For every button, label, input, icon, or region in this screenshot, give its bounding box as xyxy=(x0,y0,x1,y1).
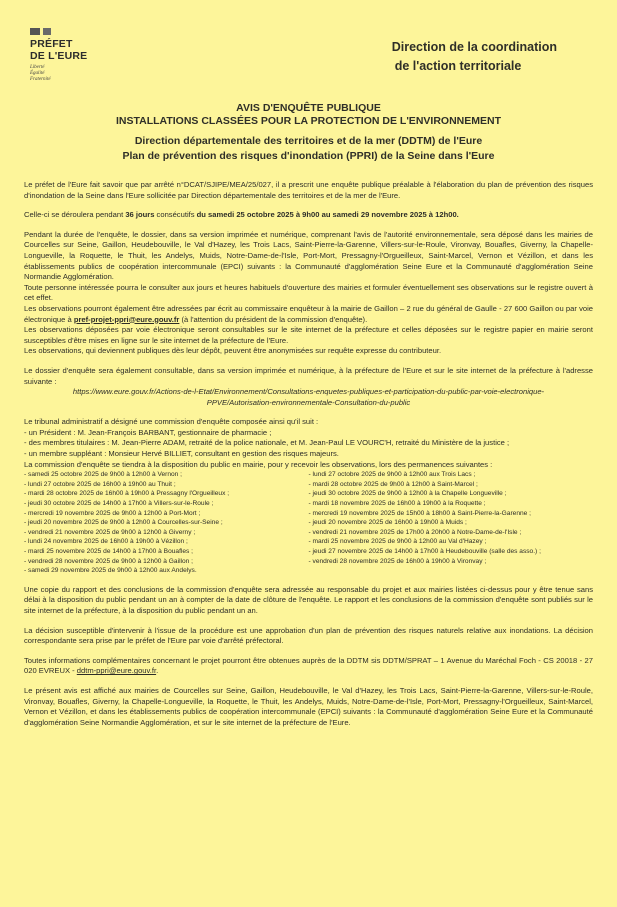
schedule-item: - mercredi 19 novembre 2025 de 15h00 à 18h00 à Saint-Pierre-la-Garenne ; xyxy=(308,509,531,517)
notice-titles xyxy=(0,102,617,164)
logo-line-2: DE L'EURE xyxy=(30,50,88,62)
schedule-item: - vendredi 21 novembre 2025 de 9h00 à 12h00 à Giverny ; xyxy=(24,528,196,536)
observation-email-link[interactable]: pref-projet-ppri@eure.gouv.fr xyxy=(73,314,180,324)
suppleant-line: - un membre suppléant : Monsieur Hervé BILLIET, consultant en gestion des risques majeurs. xyxy=(24,449,339,459)
prefecture-logo xyxy=(30,28,120,83)
tribunal-paragraph: Le tribunal administratif a désigné une commission d'enquête composée ainsi qu'il suit : xyxy=(24,417,319,427)
observations-paragraph xyxy=(24,304,593,325)
permanences-intro: La commission d'enquête se tiendra à la disposition du public en mairie, pour y recevoir les observations, lors des permanences suivantes : xyxy=(24,459,493,469)
duration-dates: du samedi 25 octobre 2025 à 9h00 au samedi 29 novembre 2025 à 12h00. xyxy=(196,210,459,220)
motto-fraternite: Fraternité xyxy=(30,77,51,82)
schedule-item: - lundi 27 octobre 2025 de 16h00 à 19h00 au Thuit ; xyxy=(24,480,176,488)
decision-paragraph: La décision susceptible d'intervenir à l'issue de la procédure est une approbation d'un plan de prévention des risques naturels relative aux inondations. La décision correspondante sera prise par le préfet de l'Eure par voie d'arrêté préfectoral. xyxy=(24,625,593,646)
duration-pre: Celle-ci se déroulera pendant xyxy=(24,210,126,220)
direction-line-2: de l'action territoriale xyxy=(394,59,522,73)
schedule-item: - jeudi 30 octobre 2025 de 9h00 à 12h00 à la Chapelle Longueville ; xyxy=(308,490,507,498)
intro-paragraph: Le préfet de l'Eure fait savoir que par arrêté n°DCAT/SJIPE/MEA/25/027, il a prescrit une enquête publique préalable à l'élaboration du plan de prévention des risques d'inondation de la Seine dans l'Eure sollicitée par Direction départementale des territoires et de la mer de l'Eure. xyxy=(24,180,593,200)
obs-post: (à l'attention du président de la commission d'enquête). xyxy=(179,314,368,324)
schedule-item: - jeudi 27 novembre 2025 de 14h00 à 17h00 à Heudebouville (salle des asso.) ; xyxy=(308,548,541,555)
schedule-item: - lundi 27 octobre 2025 de 9h00 à 12h00 aux Trois Lacs ; xyxy=(308,471,476,479)
duration-paragraph xyxy=(24,210,593,221)
motto xyxy=(30,65,120,83)
permanences-schedule xyxy=(24,470,593,576)
schedule-item: - mercredi 19 novembre 2025 de 9h00 à 12h00 à Port-Mort ; xyxy=(24,509,201,517)
prefecture-url-link[interactable]: https://www.eure.gouv.fr/Actions-de-l-Etat/Environnement/Consultations-enquetes-publiques-et-participation-du-public-par-voie-electronique-PPVE/Autorisation-environnementale-Consultation-du-public xyxy=(72,387,545,407)
duration-mid: consécutifs xyxy=(154,210,197,220)
ddtm-email-link[interactable]: ddtm-ppri@eure.gouv.fr xyxy=(76,666,157,676)
dossier-paragraph: Pendant la durée de l'enquête, le dossier, dans sa version imprimée et numérique, comprenant l'avis de l'autorité environnementale, sera déposé dans les mairies de Courcelles sur Seine, Gaillon, Heudebouville, le Val d'Hazey, les Trois Lacs, Saint-Pierre-la-Garenne, Villers-sur-le-Roule, Vironvay, Bouafles, Giverny, la Chapelle-Longueville, la Roquette, le Thuit, les Andelys, Muids, Notre-Dame-de-l'Isle, Port-Mort, Pressagny-l'Orgueilleux, Saint-Marcel, Vernon et Vézillon, et dans les établissements publics de coopération intercommunale (EPCI) suivants : la Communauté d'agglomération Seine Eure et la Communauté d'agglomération Seine Normandie Agglomération. xyxy=(24,229,593,282)
title-icpe: INSTALLATIONS CLASSÉES POUR LA PROTECTION DE L'ENVIRONNEMENT xyxy=(116,115,501,127)
schedule-item: - vendredi 28 novembre 2025 de 9h00 à 12h00 à Gaillon ; xyxy=(24,557,193,565)
subtitle-ppri: Plan de prévention des risques d'inondation (PPRI) de la Seine dans l'Eure xyxy=(122,150,495,162)
schedule-item: - samedi 29 novembre 2025 de 9h00 à 12h00 aux Andelys. xyxy=(24,567,197,575)
schedule-item: - vendredi 28 novembre 2025 de 16h00 à 19h00 à Vironvay ; xyxy=(308,557,487,565)
motto-egalite: Égalité xyxy=(30,71,45,76)
schedule-item: - jeudi 30 octobre 2025 de 14h00 à 17h00 à Villers-sur-le-Roule ; xyxy=(24,500,214,508)
logo-line-1: PRÉFET xyxy=(30,38,73,50)
duration-days: 36 jours xyxy=(125,210,155,220)
dossier-online-paragraph: Le dossier d'enquête sera également consultable, dans sa version imprimée et numérique, à la préfecture de l'Eure et sur le site internet de la préfecture à l'adresse suivante : xyxy=(24,365,593,386)
direction-line-1: Direction de la coordination xyxy=(391,40,557,54)
schedule-item: - mardi 25 novembre 2025 de 14h00 à 17h00 à Bouafles ; xyxy=(24,548,193,555)
info-post: . xyxy=(156,666,159,676)
marianne-logo-icon xyxy=(30,28,120,35)
schedule-item: - jeudi 20 novembre 2025 de 16h00 à 19h00 à Muids ; xyxy=(308,519,467,527)
schedule-item: - mardi 25 novembre 2025 de 9h00 à 12h00 au Val d'Hazey ; xyxy=(308,538,487,546)
info-pre: Toutes informations complémentaires concernant le projet pourront être obtenues auprès de la DDTM sis DDTM/SPRAT – 1 Avenue du Maréchal Foch - CS 20018 - 27 020 EVREUX - xyxy=(24,655,593,676)
schedule-item: - mardi 18 novembre 2025 de 16h00 à 19h00 à la Roquette ; xyxy=(308,500,486,508)
consult-paragraph: Toute personne intéressée pourra le consulter aux jours et heures habituels d'ouverture des mairies et formuler éventuellement ses observations sur le registre ouvert à cet effet. xyxy=(24,282,593,303)
rapport-paragraph: Une copie du rapport et des conclusions de la commission d'enquête sera adressée au responsable du projet et aux mairies listées ci-dessus pour y être tenue sans délai à la disposition du public pendant un an à compter de la date de clôture de l'enquête. Le rapport et les conclusions de la commission d'enquête sont publiés sur le site internet de la préfecture, à la disposition du public pendant un an. xyxy=(24,584,593,615)
title-avis: AVIS D'ENQUÊTE PUBLIQUE xyxy=(236,102,381,114)
schedule-item: - lundi 24 novembre 2025 de 16h00 à 19h00 à Vézillon ; xyxy=(24,538,188,546)
president-line: - un Président : M. Jean-François BARBANT, gestionnaire de pharmacie ; xyxy=(24,427,272,437)
schedule-left-column xyxy=(24,470,309,576)
obs-pre: Les observations pourront également être adressées par écrit au commissaire enquêteur à la mairie de Gaillon – 2 rue du général de Gaulle - 27 600 Gaillon ou par voie électronique à xyxy=(24,303,593,324)
subtitle-ddtm: Direction départementale des territoires et de la mer (DDTM) de l'Eure xyxy=(134,135,483,147)
schedule-item: - jeudi 20 novembre 2025 de 9h00 à 12h00 à Courcelles-sur-Seine ; xyxy=(24,519,223,527)
schedule-item: - mardi 28 octobre 2025 de 9h00 à 12h00 à Saint-Marcel ; xyxy=(308,480,478,488)
titulaires-line: - des membres titulaires : M. Jean-Pierre ADAM, retraité de la police nationale, et M. Jean-Paul LE VOURC'H, retraité du Ministère de la justice ; xyxy=(24,438,510,448)
notice-body xyxy=(24,180,593,728)
schedule-item: - mardi 28 octobre 2025 de 16h00 à 19h00 à Pressagny l'Orgueilleux ; xyxy=(24,490,230,498)
motto-liberte: Liberté xyxy=(30,65,45,70)
obs-anon-paragraph: Les observations, qui deviennent publiques dès leur dépôt, peuvent être anonymisées sur requête expresse du contributeur. xyxy=(24,346,442,356)
schedule-right-column xyxy=(309,470,594,576)
affichage-paragraph: Le présent avis est affiché aux mairies de Courcelles sur Seine, Gaillon, Heudebouville, le Val d'Hazey, les Trois Lacs, Saint-Pierre-la-Garenne, Villers-sur-le-Roule, Vironvay, Bouafles, Giverny, la Chapelle-Longueville, la Roquette, le Thuit, les Andelys, Muids, Notre-Dame-de-l'Isle, Port-Mort, Pressagny-l'Orgueilleux, Saint-Marcel, Vernon et Vézillon, et dans les établissements publics de coopération intercommunale (EPCI) suivants : la Communauté d'agglomération Seine Eure et la Communauté d'agglomération Seine Normandie Agglomération, et sur le site internet de la préfecture de l'Eure. xyxy=(24,685,593,727)
direction-heading xyxy=(392,38,557,76)
obs-online-paragraph: Les observations déposées par voie électronique seront consultables sur le site internet de la préfecture et celles déposées sur le registre papier en mairie seront susceptibles d'être mises en ligne sur le site internet de la préfecture de l'Eure. xyxy=(24,325,593,345)
schedule-item: - vendredi 21 novembre 2025 de 17h00 à 20h00 à Notre-Dame-de-l'Isle ; xyxy=(308,528,522,536)
info-paragraph xyxy=(24,656,593,677)
schedule-item: - samedi 25 octobre 2025 de 9h00 à 12h00 à Vernon ; xyxy=(24,471,183,479)
